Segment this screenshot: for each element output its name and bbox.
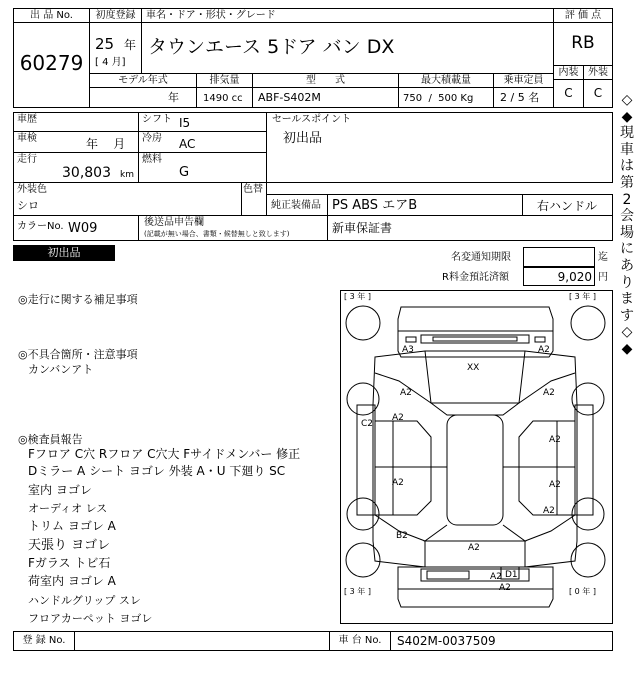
inspector-line: フロアカーペット ヨゴレ xyxy=(28,612,153,625)
ext-color-value: シロ xyxy=(17,199,39,212)
notice-char: 会 xyxy=(620,208,634,225)
mileage-value: 30,803 xyxy=(62,165,111,181)
first-reg-year: 25 xyxy=(95,35,115,53)
inspector-line: Fフロア C穴 Rフロア C穴大 Fサイドメンバー 修正 xyxy=(28,447,301,461)
genuine-equip-cell xyxy=(327,194,523,216)
vertical-notice-text xyxy=(617,92,637,358)
front-grille xyxy=(421,335,529,343)
exterior-label: 外装 xyxy=(588,67,608,78)
capacity-label-cell xyxy=(493,73,554,88)
lot-label-cell xyxy=(13,8,90,23)
interior-grade-cell xyxy=(553,79,584,108)
damage-mark: A2 xyxy=(499,583,511,593)
notice-char: ◇ xyxy=(621,92,633,108)
type-value: ABF-S402M xyxy=(258,91,321,104)
name-change-unit: 迄 xyxy=(598,252,608,263)
front-grille-inner xyxy=(433,337,517,341)
corner-bottom-right: [ 0 年 ] xyxy=(569,587,596,596)
damage-mark: XX xyxy=(467,363,480,373)
notice-char: ◇ xyxy=(621,324,633,341)
notice-char: 現 xyxy=(620,125,634,142)
ac-value: AC xyxy=(179,137,196,151)
inspector-line: 荷室内 ヨゴレ A xyxy=(28,574,116,588)
mileage-unit: km xyxy=(120,170,134,180)
damage-mark: D1 xyxy=(505,570,518,580)
exterior-label-cell xyxy=(583,65,613,80)
notice-char: ◆ xyxy=(621,340,633,357)
lot-number: 60279 xyxy=(19,51,84,75)
first-reg-month: [ 4 月] xyxy=(95,57,126,68)
steering-cell xyxy=(522,194,613,216)
damage-mark: A2 xyxy=(468,543,480,553)
notice-char: 2 xyxy=(622,191,632,208)
doc-note: (記載が無い場合、書類・候替無しと致します) xyxy=(144,230,290,238)
inspection-label: 車検 xyxy=(17,133,37,144)
defect-notes-header: ◎不具合箇所・注意事項 xyxy=(18,348,138,361)
model-year-cell xyxy=(89,87,197,108)
rear-plate xyxy=(427,571,469,579)
front-view-outline xyxy=(398,307,553,357)
windshield-line xyxy=(431,403,519,415)
damage-mark: A2 xyxy=(549,480,561,490)
wheel-side-rear-left xyxy=(347,498,379,530)
corner-top-left: [ 3 年 ] xyxy=(344,292,371,301)
name-change-box xyxy=(523,247,595,267)
doc-label: 後送品申告欄 xyxy=(144,217,204,228)
color-no-value: W09 xyxy=(68,221,98,236)
sales-point-value: 初出品 xyxy=(283,131,323,146)
max-load-label: 最大積載量 xyxy=(421,75,471,86)
name-change-label: 名変通知期限 xyxy=(451,252,511,263)
front-lamp-right xyxy=(535,337,545,342)
history-label: 車歴 xyxy=(17,114,37,125)
inspector-line: Fガラス トビ石 xyxy=(28,556,111,570)
sales-point-cell xyxy=(266,112,613,183)
rear-window xyxy=(425,525,525,541)
chassis-cell xyxy=(390,631,613,651)
model-year-label: モデル年式 xyxy=(118,75,168,86)
capacity-label: 乗車定員 xyxy=(503,75,544,86)
max-load-label-cell xyxy=(398,73,494,88)
recycle-label: R料金預託済額 xyxy=(442,272,509,283)
warranty-cell xyxy=(327,215,613,241)
sales-point-label: セールスポイント xyxy=(272,114,352,125)
model-year-label-cell xyxy=(89,73,197,88)
max-load-value: 750 / 500 Kg xyxy=(403,93,474,104)
damage-mark: A2 xyxy=(538,345,550,355)
car-name: タウンエース 5ドア バン DX xyxy=(148,36,395,58)
notice-char: り xyxy=(620,274,634,291)
warranty-value: 新車保証書 xyxy=(332,221,393,235)
genuine-equip-label-cell xyxy=(266,194,328,216)
notice-char: は xyxy=(620,158,634,175)
color-change-cell xyxy=(241,182,267,216)
type-label-cell xyxy=(252,73,399,88)
type-cell xyxy=(252,87,399,108)
lot-label: 出 品 No. xyxy=(30,10,73,21)
reg-no-label: 登 録 No. xyxy=(22,635,66,646)
rating-label-cell xyxy=(553,8,613,23)
notice-char: に xyxy=(620,241,634,258)
mileage-cell xyxy=(13,152,139,183)
lot-number-cell xyxy=(13,22,90,108)
inspector-line: トリム ヨゴレ A xyxy=(28,519,116,533)
corner-bottom-left: [ 3 年 ] xyxy=(344,587,371,596)
rating-label: 評 価 点 xyxy=(564,10,602,21)
notice-char: 第 xyxy=(620,174,634,191)
interior-label-cell xyxy=(553,65,584,80)
inspector-line: Dミラー A シート ヨゴレ 外装 A・U 下廻り SC xyxy=(28,464,286,478)
genuine-equip-label: 純正装備品 xyxy=(271,200,321,211)
first-listing-badge xyxy=(13,245,115,261)
wheel-front-right xyxy=(571,306,605,340)
notice-char: 車 xyxy=(620,141,634,158)
inspection-value: 年 月 xyxy=(86,137,126,151)
type-label: 型 式 xyxy=(305,75,346,86)
max-load-cell xyxy=(398,87,494,108)
recycle-value: 9,020 xyxy=(557,270,592,284)
interior-label: 内装 xyxy=(558,67,579,78)
damage-mark: A2 xyxy=(392,413,404,423)
chassis-no: S402M-0037509 xyxy=(397,634,496,648)
inspector-line: 室内 ヨゴレ xyxy=(28,483,92,497)
roof-panel xyxy=(447,415,503,525)
damage-mark: A2 xyxy=(490,572,502,582)
color-no-label: カラーNo. xyxy=(17,221,64,232)
damage-mark: A2 xyxy=(543,388,555,398)
defect-line: カンバンアト xyxy=(28,363,94,376)
ac-label: 冷房 xyxy=(142,133,162,144)
ext-color-label: 外装色 xyxy=(17,184,47,195)
rating-value: RB xyxy=(571,33,595,53)
damage-mark: A2 xyxy=(392,478,404,488)
damage-mark: B2 xyxy=(396,531,408,541)
notice-char: ◆ xyxy=(621,108,633,125)
color-change-label: 色替 xyxy=(243,184,263,195)
damage-mark: A2 xyxy=(549,435,561,445)
car-name-label-cell xyxy=(141,8,554,23)
left-door-panel xyxy=(375,421,431,515)
capacity-value: 2 / 5 名 xyxy=(500,91,540,104)
shift-cell xyxy=(138,112,267,132)
notice-char: す xyxy=(620,307,634,324)
inspector-line: オーディオ レス xyxy=(28,502,108,515)
car-name-cell xyxy=(141,22,554,74)
inspector-line: ハンドルグリップ スレ xyxy=(28,594,141,607)
damage-diagram xyxy=(341,291,612,623)
mileage-label: 走行 xyxy=(17,154,37,165)
chassis-label-cell xyxy=(329,631,391,651)
inspector-report-header: ◎検査員報告 xyxy=(18,433,83,446)
interior-grade: C xyxy=(564,86,573,100)
displacement-label-cell xyxy=(196,73,253,88)
first-reg-label-cell xyxy=(89,8,142,23)
corner-top-right: [ 3 年 ] xyxy=(569,292,596,301)
model-year-unit: 年 xyxy=(168,91,179,104)
driving-notes-header: ◎走行に関する補足事項 xyxy=(18,293,138,306)
wheel-front-left xyxy=(346,306,380,340)
first-reg-label: 初度登録 xyxy=(95,10,136,21)
color-no-cell xyxy=(13,215,139,241)
doc-cell xyxy=(138,215,328,241)
damage-marks xyxy=(361,345,561,593)
chassis-label: 車 台 No. xyxy=(338,635,382,646)
exterior-grade: C xyxy=(593,86,603,100)
right-rear-quarter xyxy=(525,515,575,541)
inspection-cell xyxy=(13,131,139,153)
damage-mark: A2 xyxy=(400,388,412,398)
damage-mark: C2 xyxy=(361,419,374,429)
front-lamp-left xyxy=(406,337,416,342)
vertical-notice xyxy=(614,88,640,378)
first-listing-badge-text: 初出品 xyxy=(47,246,81,259)
shift-label: シフト xyxy=(142,114,172,125)
right-door-panel xyxy=(519,421,575,515)
ext-color-cell xyxy=(13,182,242,216)
fuel-cell xyxy=(138,152,267,183)
displacement-value: 1490 cc xyxy=(203,93,243,104)
reg-no-cell xyxy=(74,631,330,651)
recycle-unit: 円 xyxy=(598,272,608,283)
displacement-label: 排気量 xyxy=(209,75,240,86)
damage-mark: A3 xyxy=(402,345,414,355)
inspector-line: 天張り ヨゴレ xyxy=(28,538,111,553)
fuel-label: 燃料 xyxy=(142,154,162,165)
rating-cell xyxy=(553,22,613,66)
genuine-equip-value: PS ABS エアB xyxy=(332,198,418,213)
recycle-box xyxy=(523,267,595,286)
displacement-cell xyxy=(196,87,253,108)
exterior-grade-cell xyxy=(583,79,613,108)
car-name-label: 車名・ドア・形状・グレード xyxy=(146,10,276,21)
damage-diagram-frame xyxy=(340,290,613,624)
notice-char: あ xyxy=(620,257,634,274)
damage-mark: A2 xyxy=(543,506,555,516)
first-reg-year-unit: 年 xyxy=(124,38,137,52)
fuel-value: G xyxy=(179,165,190,180)
first-reg-value-cell xyxy=(89,22,142,74)
shift-value: I5 xyxy=(179,116,191,130)
ac-cell xyxy=(138,131,267,153)
notice-char: 場 xyxy=(620,224,634,241)
hood-outline xyxy=(425,351,525,403)
steering-value: 右ハンドル xyxy=(537,199,598,213)
notice-char: ま xyxy=(620,291,634,308)
capacity-cell xyxy=(493,87,554,108)
reg-no-label-cell xyxy=(13,631,75,651)
history-cell xyxy=(13,112,139,132)
